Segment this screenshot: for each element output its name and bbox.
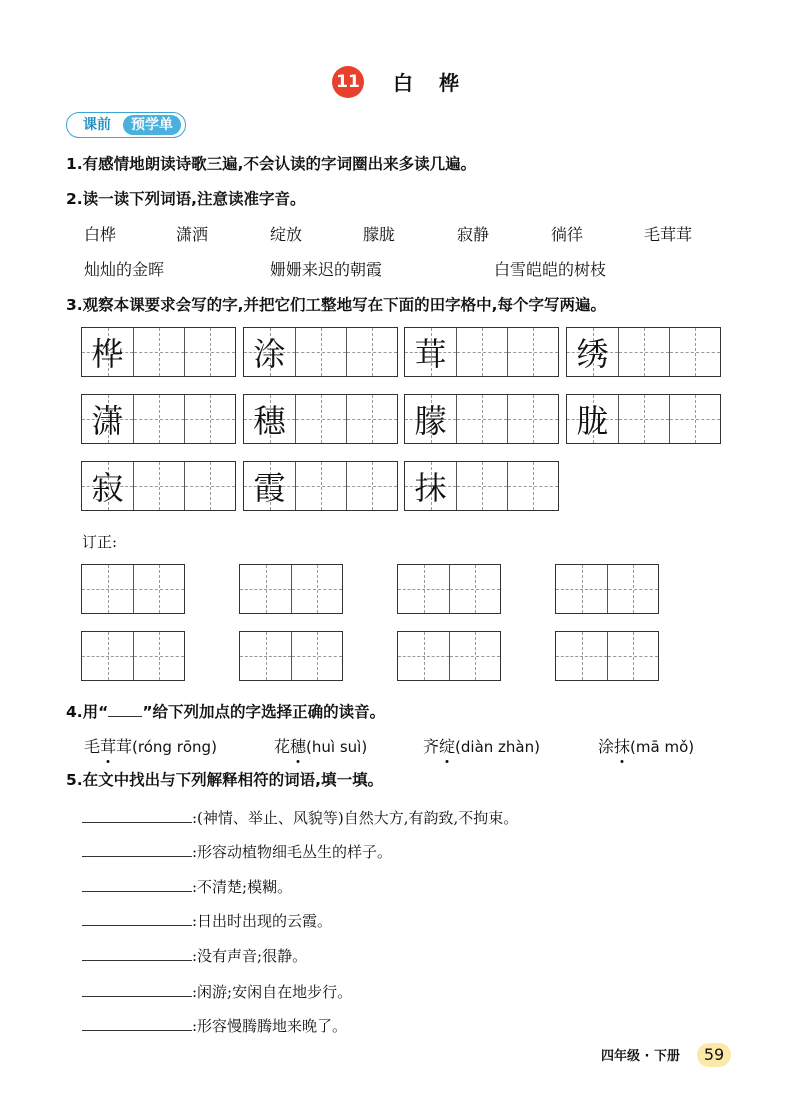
correction-grid[interactable] bbox=[239, 631, 343, 681]
answer-blank[interactable] bbox=[82, 944, 192, 961]
dotted-char: 绽 bbox=[439, 737, 456, 756]
answer-blank[interactable] bbox=[82, 875, 192, 892]
dotted-word: 花穗 bbox=[274, 737, 307, 756]
question-4-text-end: ”给下列加点的字选择正确的读音。 bbox=[142, 703, 386, 721]
writing-grid[interactable] bbox=[566, 394, 721, 444]
definition-row bbox=[82, 806, 518, 828]
definition-text: :(神情、举止、风貌等)自然大方,有韵致,不拘束。 bbox=[192, 809, 519, 827]
model-character: 茸 bbox=[414, 335, 447, 373]
lesson-number-badge: 11 bbox=[332, 66, 364, 98]
word-item: 灿灿的金晖 bbox=[84, 260, 165, 279]
correction-grid[interactable] bbox=[81, 564, 185, 614]
writing-grid[interactable] bbox=[243, 327, 398, 377]
definition-text: :形容慢腾腾地来晚了。 bbox=[192, 1017, 348, 1035]
correction-grid[interactable] bbox=[397, 631, 501, 681]
pinyin-options: (diàn zhàn) bbox=[455, 738, 540, 756]
correction-grid[interactable] bbox=[555, 631, 659, 681]
pinyin-options: (róng rōng) bbox=[132, 738, 217, 756]
question-4-text-start: 4.用“ bbox=[66, 703, 109, 721]
dotted-char: 抹 bbox=[614, 737, 631, 756]
model-character: 霞 bbox=[253, 469, 286, 507]
writing-grid[interactable] bbox=[404, 327, 559, 377]
question-1: 1.有感情地朗读诗歌三遍,不会认读的字词圈出来多读几遍。 bbox=[66, 155, 477, 173]
word-item: 白桦 bbox=[84, 225, 117, 244]
definition-row bbox=[82, 840, 392, 862]
definition-row bbox=[82, 1014, 347, 1036]
question-3: 3.观察本课要求会写的字,并把它们工整地写在下面的田字格中,每个字写两遍。 bbox=[66, 296, 606, 314]
answer-blank[interactable] bbox=[82, 1014, 192, 1031]
word-item: 毛茸茸 bbox=[644, 225, 693, 244]
pinyin-choice-item[interactable] bbox=[598, 734, 694, 757]
correction-grid[interactable] bbox=[239, 564, 343, 614]
definition-text: :形容动植物细毛丛生的样子。 bbox=[192, 843, 393, 861]
answer-blank[interactable] bbox=[82, 909, 192, 926]
pinyin-choice-item[interactable] bbox=[423, 734, 540, 757]
model-character: 寂 bbox=[91, 469, 124, 507]
model-character: 穗 bbox=[253, 402, 286, 440]
model-character: 桦 bbox=[91, 335, 124, 373]
underline-sample bbox=[108, 702, 142, 717]
correction-label: 订正: bbox=[82, 533, 118, 551]
model-character: 朦 bbox=[414, 402, 447, 440]
question-2: 2.读一读下列词语,注意读准字音。 bbox=[66, 190, 306, 208]
writing-grid[interactable] bbox=[81, 327, 236, 377]
dotted-word: 齐绽 bbox=[423, 737, 456, 756]
model-character: 抹 bbox=[414, 469, 447, 507]
writing-grid[interactable] bbox=[81, 461, 236, 511]
definition-row bbox=[82, 980, 352, 1002]
pinyin-choice-item[interactable] bbox=[84, 734, 217, 757]
pinyin-options: (mā mǒ) bbox=[630, 738, 695, 756]
model-character: 胧 bbox=[576, 402, 609, 440]
pinyin-options: (huì suì) bbox=[306, 738, 368, 756]
section-badge bbox=[66, 112, 186, 138]
word-item: 白雪皑皑的树枝 bbox=[494, 260, 607, 279]
model-character: 绣 bbox=[576, 335, 609, 373]
definition-row bbox=[82, 875, 292, 897]
model-character: 潇 bbox=[91, 402, 124, 440]
writing-grid[interactable] bbox=[404, 461, 559, 511]
definition-text: :不清楚;模糊。 bbox=[192, 878, 293, 896]
word-item: 绽放 bbox=[270, 225, 303, 244]
writing-grid[interactable] bbox=[566, 327, 721, 377]
definition-text: :日出时出现的云霞。 bbox=[192, 912, 333, 930]
answer-blank[interactable] bbox=[82, 840, 192, 857]
answer-blank[interactable] bbox=[82, 806, 192, 823]
writing-grid[interactable] bbox=[404, 394, 559, 444]
dotted-word: 涂抹 bbox=[598, 737, 631, 756]
word-item: 寂静 bbox=[457, 225, 490, 244]
question-5: 5.在文中找出与下列解释相符的词语,填一填。 bbox=[66, 771, 384, 789]
definition-text: :没有声音;很静。 bbox=[192, 947, 308, 965]
writing-grid[interactable] bbox=[243, 394, 398, 444]
word-item: 姗姗来迟的朝霞 bbox=[270, 260, 383, 279]
grade-label: 四年级 · 下册 bbox=[601, 1049, 680, 1064]
badge-part-2: 预学单 bbox=[123, 115, 181, 135]
pinyin-choice-item[interactable] bbox=[274, 734, 367, 757]
answer-blank[interactable] bbox=[82, 980, 192, 997]
question-4 bbox=[66, 700, 385, 722]
definition-text: :闲游;安闲自在地步行。 bbox=[192, 983, 353, 1001]
word-item: 潇洒 bbox=[176, 225, 209, 244]
page-title: 白桦 bbox=[393, 71, 485, 95]
dotted-char: 穗 bbox=[290, 737, 307, 756]
lesson-header bbox=[0, 66, 794, 98]
dotted-char: 茸 bbox=[100, 737, 117, 756]
correction-grid[interactable] bbox=[555, 564, 659, 614]
definition-row bbox=[82, 909, 332, 931]
writing-grid[interactable] bbox=[243, 461, 398, 511]
badge-part-1: 课前 bbox=[83, 117, 111, 133]
correction-grid[interactable] bbox=[81, 631, 185, 681]
word-item: 朦胧 bbox=[363, 225, 396, 244]
definition-row bbox=[82, 944, 307, 966]
dotted-word: 毛茸茸 bbox=[84, 737, 133, 756]
word-item: 徜徉 bbox=[551, 225, 584, 244]
correction-grid[interactable] bbox=[397, 564, 501, 614]
writing-grid[interactable] bbox=[81, 394, 236, 444]
page-number: 59 bbox=[697, 1043, 731, 1067]
model-character: 涂 bbox=[253, 335, 286, 373]
